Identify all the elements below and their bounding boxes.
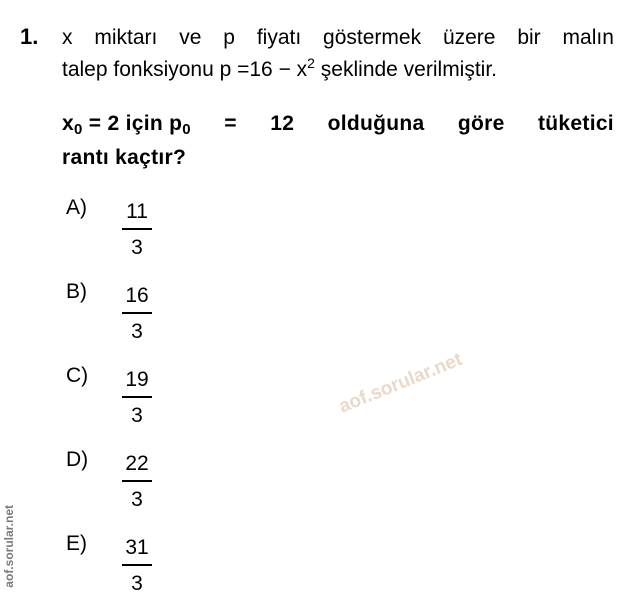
ask-word: tüketici — [538, 112, 614, 135]
fraction-bar — [122, 480, 152, 482]
fraction-bar — [122, 228, 152, 230]
ask-condition: $x_0 = 2$ için $p_0$ — [62, 112, 191, 138]
stem-line-1 — [62, 22, 614, 54]
exponent: 2 — [307, 55, 315, 71]
fraction-numerator: 16 — [125, 284, 149, 307]
stem-line-2-suffix: şeklinde verilmiştir. — [314, 58, 498, 81]
ask-word: göre — [457, 112, 505, 135]
option-letter: E) — [66, 532, 87, 555]
option-letter: D) — [66, 448, 89, 471]
watermark-side: aof.sorular.net — [2, 505, 16, 588]
option-letter: C) — [66, 364, 89, 387]
ask-word: 12 — [270, 112, 295, 135]
ask-word: = — [224, 112, 237, 135]
option-letter: B) — [66, 280, 87, 303]
fraction-numerator: 31 — [125, 536, 149, 559]
fraction-numerator: 22 — [125, 452, 149, 475]
fraction-denominator: 3 — [131, 571, 143, 595]
fraction-bar — [122, 312, 152, 314]
stem-word: fiyatı — [256, 26, 302, 49]
stem-line-2-prefix: talep fonksiyonu p =16 − x — [62, 58, 308, 81]
fraction-denominator: 3 — [131, 235, 143, 259]
watermark-center: aof.sorular.net — [336, 348, 466, 418]
stem-word: p — [223, 26, 235, 49]
option-fraction — [120, 368, 154, 428]
stem-word: üzere — [442, 26, 496, 49]
option-fraction — [120, 284, 154, 344]
fraction-bar — [122, 564, 152, 566]
question-ask — [62, 107, 614, 175]
option-fraction — [120, 536, 154, 596]
fraction-numerator: 19 — [125, 368, 149, 391]
stem-line-2 — [62, 54, 614, 86]
option-fraction — [120, 200, 154, 260]
fraction-bar — [122, 396, 152, 398]
option-letter: A) — [66, 196, 87, 219]
stem-word: ve — [179, 26, 202, 49]
fraction-denominator: 3 — [131, 487, 143, 511]
stem-word: miktarı — [94, 26, 158, 49]
ask-line-2: rantı kaçtır? — [62, 146, 187, 169]
ask-line-1 — [62, 107, 614, 141]
stem-word: x — [62, 26, 73, 49]
ask-word: olduğuna — [327, 112, 425, 135]
stem-word: göstermek — [323, 26, 422, 49]
fraction-numerator: 11 — [126, 200, 148, 223]
fraction-denominator: 3 — [131, 319, 143, 343]
question-stem — [62, 22, 614, 86]
question-number: 1. — [20, 24, 39, 49]
fraction-denominator: 3 — [131, 403, 143, 427]
stem-word: malın — [562, 26, 614, 49]
option-fraction — [120, 452, 154, 512]
stem-word: bir — [517, 26, 541, 49]
